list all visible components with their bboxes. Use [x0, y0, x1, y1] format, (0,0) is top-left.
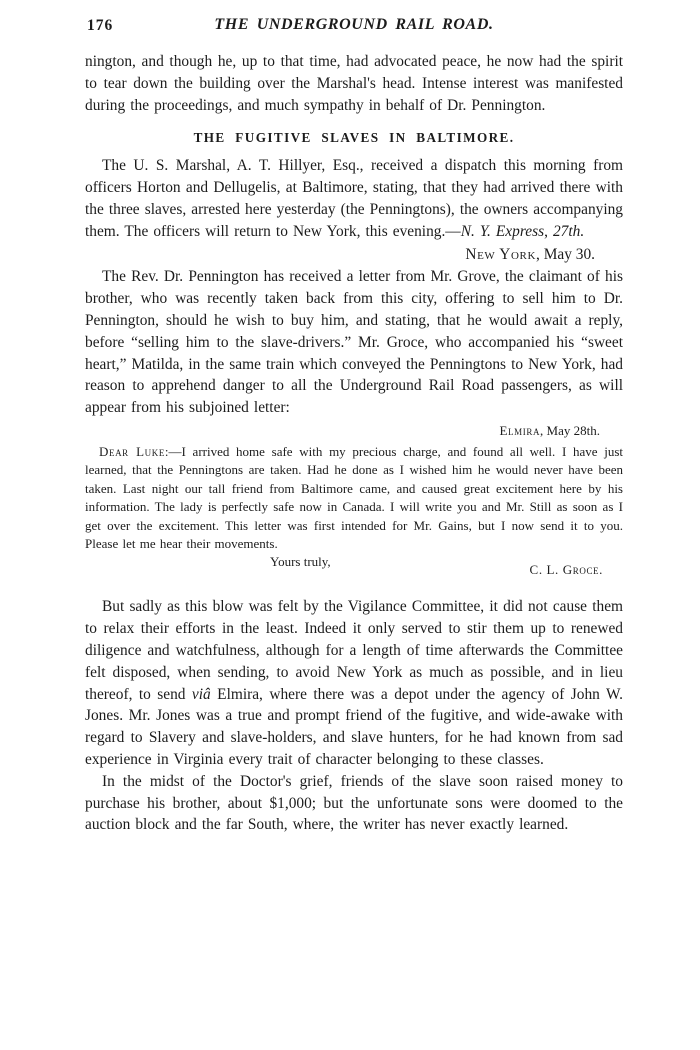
dateline-new-york: [85, 244, 623, 266]
text-run: Elmira, where there was a depot under the agency of John W. Jones. Mr. Jones was a true and prompt friend of the fugitive, and wide-awake with regard to Slavery and slave-holders, and slave hunters, for he had known from sad experience in Virginia every trait of character belonging to these classes.: [85, 685, 623, 768]
quoted-letter: [85, 422, 623, 583]
paragraph-pennington-intro: nington, and though he, up to that time, had advocated peace, he now had the spirit to tear down the building over the Marshal's head. Intense interest was manifested during the proceedings, and much sympathy in behalf of Dr. Pennington.: [85, 53, 623, 114]
text-run: ,: [544, 222, 553, 240]
paragraph-marshal-dispatch: [85, 155, 623, 242]
page-header: [85, 16, 623, 38]
paragraph-grove-letter-intro: The Rev. Dr. Pennington has received a letter from Mr. Grove, the claimant of his brother, who was recently taken back from this city, offering to sell him to Dr. Pennington, should he wish to buy him, and stating, that he would await a reply, before “selling him to the slave-drivers.” Mr. Groce, who accompanied his “sweet heart,” Matilda, in the same train which conveyed the Penningtons to New York, had reason to apprehend danger to all the Underground Rail Road passengers, as will appear from his subjoined letter:: [85, 268, 623, 417]
text-run: New York: [465, 245, 536, 263]
text-run: The U. S. Marshal, A. T. Hillyer, Esq., received a dispatch this morning from officers Horton and Dellugelis, at Baltimore, stating, that they had arrived there with the three slaves, arrested here yesterday (the Penningtons), the owners accompanying them. The officers will return to New York, this evening.—: [85, 157, 623, 240]
page-content: [85, 16, 623, 836]
text-run: Elmira: [499, 422, 541, 438]
letter-signature: C. L. Groce.: [529, 562, 603, 578]
letter-body: [85, 443, 623, 553]
text-run: , May 28th.: [540, 422, 600, 438]
text-run: 27th.: [552, 222, 585, 240]
letter-signature-row: [85, 553, 623, 583]
paragraph-ransom-money: In the midst of the Doctor's grief, friends of the slave soon raised money to purchase his brother, about $1,000; but the unfortunate sons were doomed to the auction block and the far South, where, the writer has never exactly learned.: [85, 772, 623, 834]
text-run: Dear Luke: [99, 443, 165, 459]
letter-closing: Yours truly,: [270, 554, 331, 570]
paragraph-vigilance-committee: [85, 596, 623, 770]
text-run: , May 30.: [536, 245, 595, 263]
text-run: :—I arrived home safe with my precious charge, and found all well. I have just learned, that the Penningtons are taken. Had he done as I wished him he would never have been taken. Last night our tall friend from Baltimore came, and caused great excitement here by his information. The lady is perfectly safe now in Canada. I will write you and Mr. Still as soon as I get over the excitement. This letter was first intended for Mr. Gains, but I now send it to you. Please let me hear their movements.: [85, 443, 623, 551]
page-number: 176: [87, 17, 114, 34]
running-title: THE UNDERGROUND RAIL ROAD.: [214, 16, 494, 33]
section-heading: THE FUGITIVE SLAVES IN BALTIMORE.: [193, 130, 515, 146]
text-run: But sadly as this blow was felt by the Vigilance Committee, it did not cause them to relax their efforts in the least. Indeed it only served to stir them up to renewed diligence and watchfulness, although for a length of time afterwards the Committee felt disposed, when sending, to avoid New York as much as possible, and in lieu thereof, to send: [85, 598, 623, 703]
dateline-elmira: [85, 422, 623, 440]
text-run: N. Y. Express: [460, 222, 545, 240]
text-run: viâ: [191, 685, 211, 703]
